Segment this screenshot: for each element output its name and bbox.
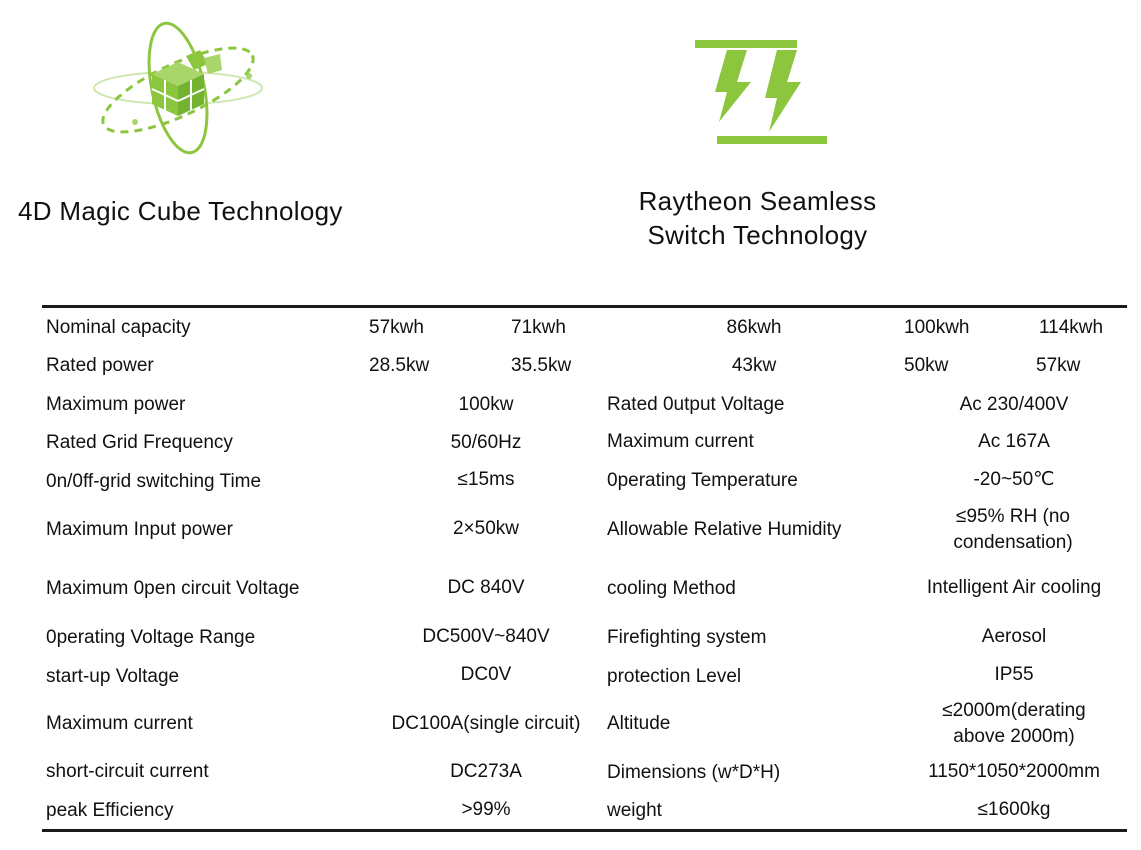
spec-value: >99%	[461, 799, 511, 820]
spec-value: ≤2000m(derating above 2000m)	[942, 700, 1086, 747]
spec-value: -20~50℃	[973, 469, 1055, 490]
spec-value: ≤1600kg	[977, 799, 1051, 820]
rated-power-value: 50kw	[904, 355, 949, 376]
rated-power-label: Rated power	[46, 355, 154, 376]
spec-value: ≤95% RH (no condensation)	[953, 506, 1073, 553]
spec-label: Maximum 0pen circuit Voltage	[46, 578, 300, 599]
nominal-capacity-label: Nominal capacity	[46, 317, 191, 338]
rated-power-value: 43kw	[731, 355, 777, 376]
spec-label: Maximum power	[46, 394, 186, 415]
spec-label: weight	[607, 800, 662, 821]
spec-value: DC 840V	[447, 577, 525, 598]
spec-label: Allowable Relative Humidity	[607, 519, 842, 540]
capacity-value: 100kwh	[904, 317, 970, 338]
capacity-value: 71kwh	[511, 317, 566, 338]
spec-label: Dimensions (w*D*H)	[607, 762, 781, 783]
spec-value: 100kw	[458, 394, 514, 415]
spec-value: Intelligent Air cooling	[926, 577, 1102, 598]
spec-value: DC273A	[450, 761, 522, 782]
spec-label: peak Efficiency	[46, 800, 174, 821]
spec-label: start-up Voltage	[46, 666, 180, 687]
spec-label: 0perating Voltage Range	[46, 627, 256, 648]
cube-technology-label: 4D Magic Cube Technology	[18, 196, 343, 226]
rated-power-value: 28.5kw	[369, 355, 430, 376]
rated-power-value: 57kw	[1036, 355, 1081, 376]
spec-value: Ac 167A	[978, 431, 1050, 452]
spec-label: Altitude	[607, 713, 671, 734]
spec-label: Maximum current	[46, 713, 193, 734]
spec-label: cooling Method	[607, 578, 736, 599]
spec-label: Firefighting system	[607, 627, 767, 648]
lightning-z-icon	[693, 38, 829, 146]
table-top-rule	[42, 305, 1127, 308]
spec-value: 2×50kw	[452, 518, 520, 539]
spec-value: DC0V	[460, 664, 512, 685]
spec-label: 0n/0ff-grid switching Time	[46, 471, 262, 492]
spec-label: Rated 0utput Voltage	[607, 394, 785, 415]
spec-label: protection Level	[607, 666, 742, 687]
spec-value: 50/60Hz	[450, 432, 522, 453]
spec-value: Ac 230/400V	[959, 394, 1069, 415]
spec-value: IP55	[994, 664, 1034, 685]
spec-label: 0perating Temperature	[607, 470, 798, 491]
capacity-value: 114kwh	[1039, 317, 1104, 338]
spec-value: DC500V~840V	[422, 626, 550, 647]
capacity-value: 86kwh	[726, 317, 782, 338]
magic-cube-icon	[92, 18, 267, 163]
spec-value: ≤15ms	[457, 469, 515, 490]
spec-label: Maximum current	[607, 431, 754, 452]
spec-value: DC100A(single circuit)	[391, 713, 581, 734]
spec-value: Aerosol	[981, 626, 1047, 647]
rated-power-value: 35.5kw	[511, 355, 572, 376]
spec-label: Rated Grid Frequency	[46, 432, 233, 453]
spec-value: 1150*1050*2000mm	[928, 761, 1100, 782]
table-bottom-rule	[42, 829, 1127, 832]
switch-technology-label: Raytheon Seamless Switch Technology	[638, 186, 877, 250]
capacity-value: 57kwh	[369, 317, 424, 338]
spec-label: Maximum Input power	[46, 519, 233, 540]
spec-label: short-circuit current	[46, 761, 209, 782]
